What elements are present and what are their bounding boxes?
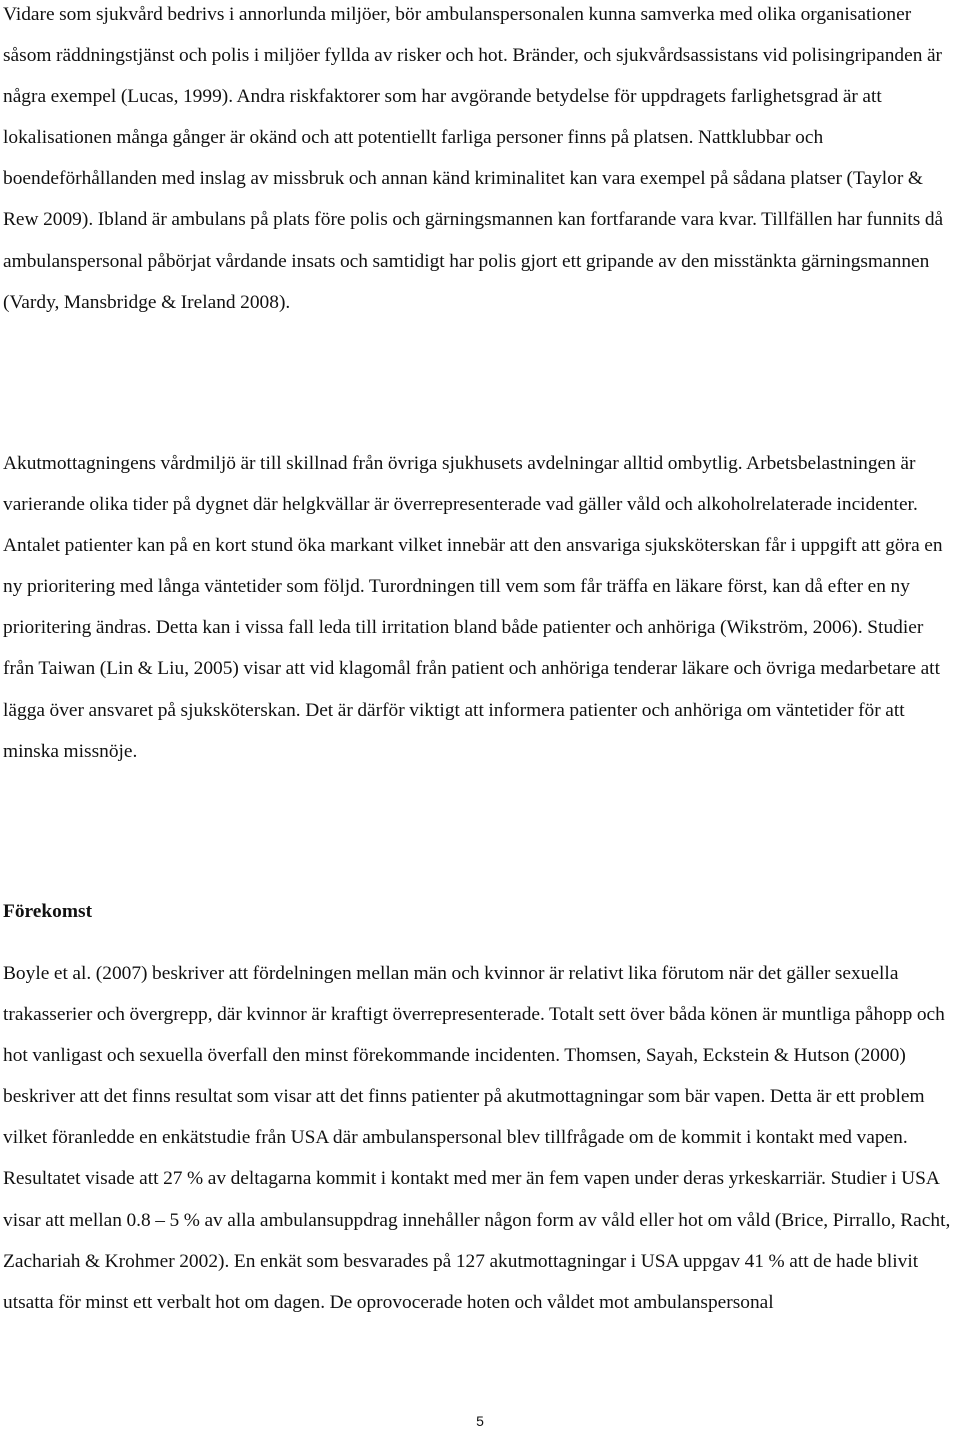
section-heading-forekomst: Förekomst [3, 901, 93, 922]
paragraph-emergency-department: Akutmottagningens vårdmiljö är till skillnad från övriga sjukhusets avdelningar alltid ombytlig. Arbetsbelastningen är varierande olika tider på dygnet där helgkvällar är överrepresenterade vad gäller våld och alkoholrelaterade incidenter. Antalet patienter kan på en kort stund öka markant vilket innebär att den ansvariga sjuksköterskan får i uppgift att göra en ny prioritering med långa väntetider som följd. Turordningen till vem som får träffa en läkare först, kan då efter en ny prioritering ändras. Detta kan i vissa fall leda till irritation bland både patienter och anhöriga (Wikström, 2006). Studier från Taiwan (Lin & Liu, 2005) visar att vid klagomål från patient och anhöriga tenderar läkare och övriga medarbetare att lägga över ansvaret på sjuksköterskan. Det är därför viktigt att informera patienter och anhöriga om väntetider för att minska missnöje. [3, 453, 943, 762]
paragraph-occurrence: Boyle et al. (2007) beskriver att fördelningen mellan män och kvinnor är relativt lika förutom när det gäller sexuella trakasserier och övergrepp, där kvinnor är kraftigt överrepresenterade. Totalt sett över båda könen är muntliga påhopp och hot vanligast och sexuella överfall den minst förekommande incidenten. Thomsen, Sayah, Eckstein & Hutson (2000) beskriver att det finns resultat som visar att det finns patienter på akutmottagningar som bär vapen. Detta är ett problem vilket föranledde en enkätstudie från USA där ambulanspersonal blev tillfrågade om de kommit i kontakt med vapen. Resultatet visade att 27 % av deltagarna kommit i kontakt med mer än fem vapen under deras yrkeskarriär. Studier i USA visar att mellan 0.8 – 5 % av alla ambulansuppdrag innehåller någon form av våld eller hot om våld (Brice, Pirrallo, Racht, Zachariah & Krohmer 2002). En enkät som besvarades på 127 akutmottagningar i USA uppgav 41 % att de hade blivit utsatta för minst ett verbalt hot om dagen. De oprovocerade hoten och våldet mot ambulanspersonal [3, 963, 951, 1313]
paragraph-ambulance-environments: Vidare som sjukvård bedrivs i annorlunda miljöer, bör ambulanspersonalen kunna samverka med olika organisationer såsom räddningstjänst och polis i miljöer fyllda av risker och hot. Bränder, och sjukvårdsassistans vid polisingripanden är några exempel (Lucas, 1999). Andra riskfaktorer som har avgörande betydelse för uppdragets farlighetsgrad är att lokalisationen många gånger är okänd och att potentiellt farliga personer finns på platsen. Nattklubbar och boendeförhållanden med inslag av missbruk och annan känd kriminalitet kan vara exempel på sådana platser (Taylor & Rew 2009). Ibland är ambulans på plats före polis och gärningsmannen kan fortfarande vara kvar. Tillfällen har funnits då ambulanspersonal påbörjat vårdande insats och samtidigt har polis gjort ett gripande av den misstänkta gärningsmannen (Vardy, Mansbridge & Ireland 2008). [3, 4, 944, 313]
page-number: 5 [476, 1413, 484, 1429]
